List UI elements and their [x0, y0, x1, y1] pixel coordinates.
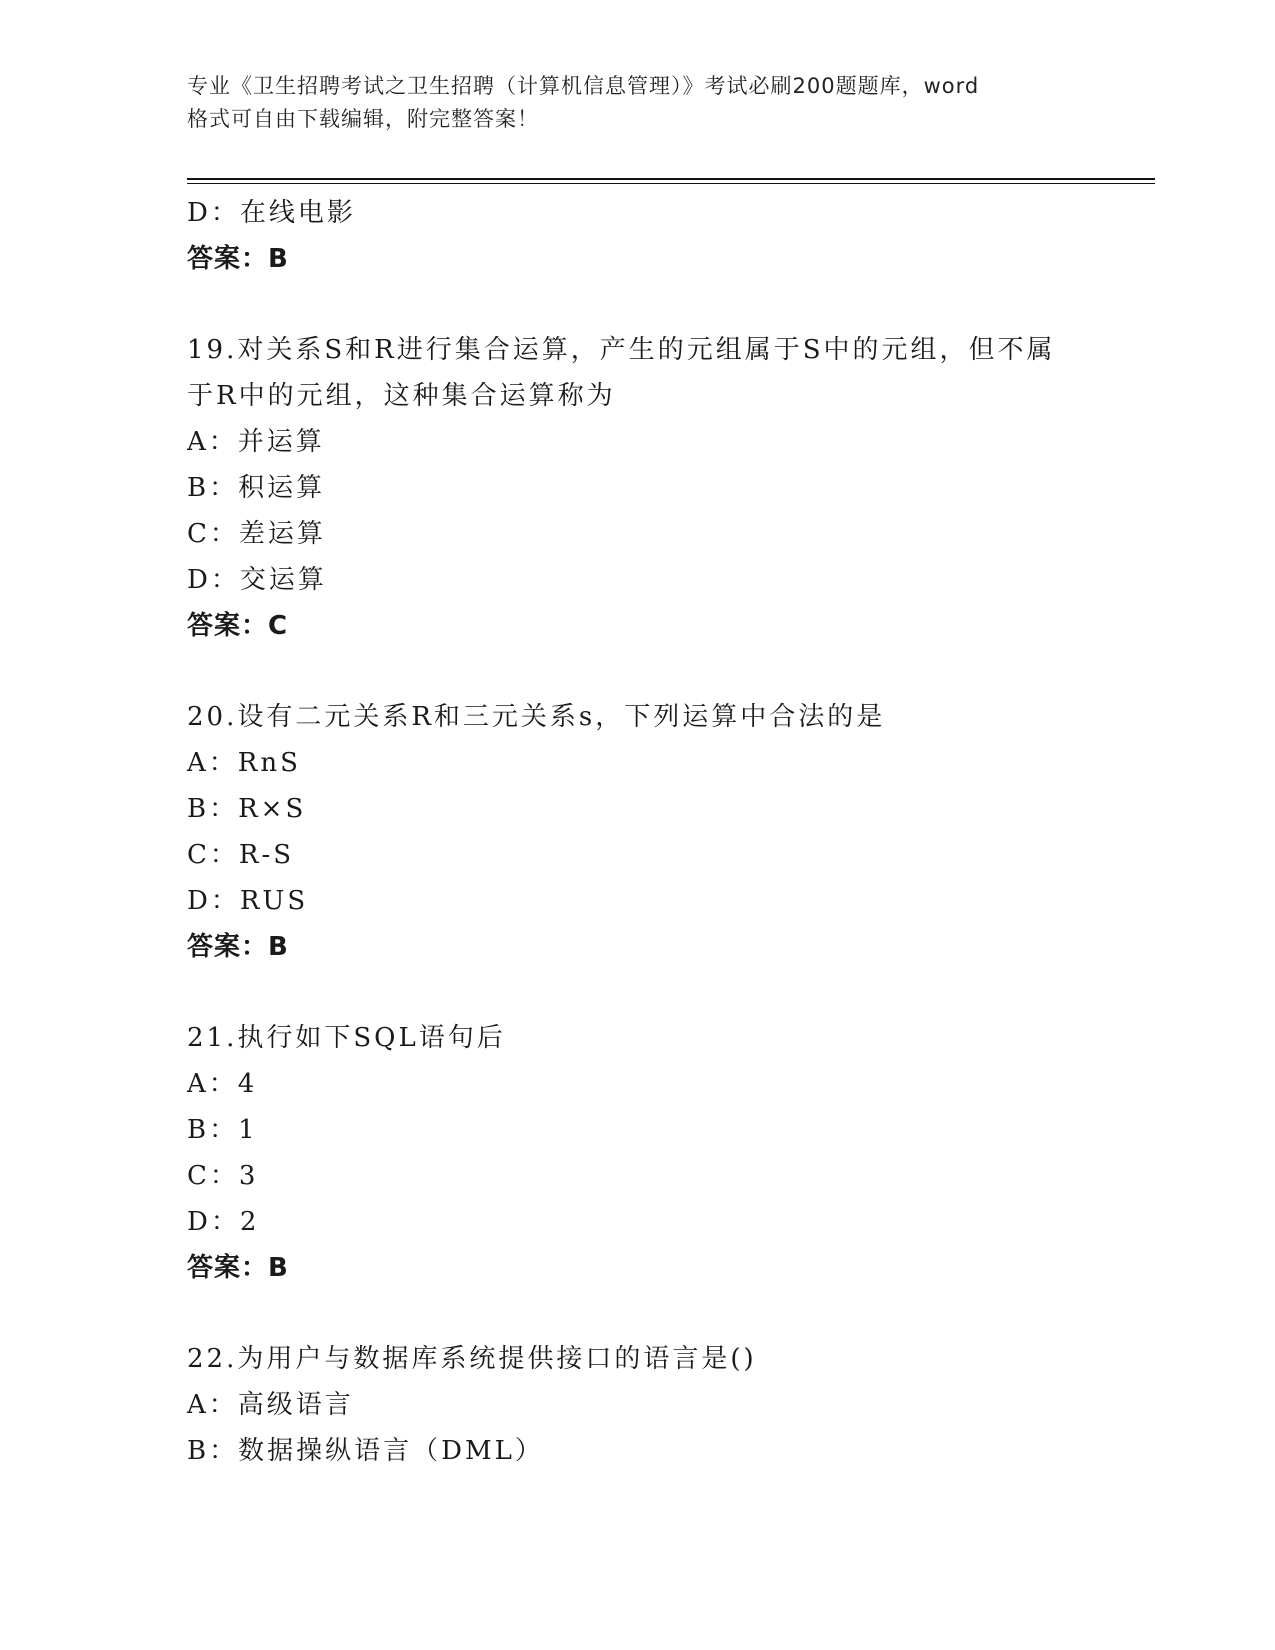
option-a: A：4 [187, 1069, 258, 1099]
option-a: A：RnS [187, 748, 301, 778]
question-stem-continued: 于R中的元组，这种集合运算称为 [187, 381, 616, 411]
question-21 [187, 1015, 1087, 1291]
question-stem: 19.对关系S和R进行集合运算，产生的元组属于S中的元组，但不属 [187, 335, 1056, 365]
question-stem: 20.设有二元关系R和三元关系s，下列运算中合法的是 [187, 702, 886, 732]
answer-line: 答案：B [187, 1253, 289, 1283]
answer-line: 答案：B [187, 932, 289, 962]
option-d: D：2 [187, 1207, 260, 1237]
option-a: A：高级语言 [187, 1390, 354, 1420]
question-20 [187, 694, 1087, 970]
question-stem: 21.执行如下SQL语句后 [187, 1023, 506, 1053]
header-line-1: 专业《卫生招聘考试之卫生招聘（计算机信息管理）》考试必刷200题题库，word [187, 74, 980, 98]
previous-question-tail [187, 190, 1087, 282]
option-b: B：1 [187, 1115, 258, 1145]
question-content [187, 190, 1087, 1474]
question-stem: 22.为用户与数据库系统提供接口的语言是() [187, 1344, 757, 1374]
option-d: D：交运算 [187, 565, 327, 595]
answer-line: 答案：B [187, 244, 289, 274]
answer-line: 答案：C [187, 611, 289, 641]
option-c: C：3 [187, 1161, 259, 1191]
option-c: C：R-S [187, 840, 295, 870]
option-a: A：并运算 [187, 427, 325, 457]
header-divider-thin [187, 183, 1155, 184]
option-b: B：R×S [187, 794, 307, 824]
option-d: D：RUS [187, 886, 309, 916]
option-b: B：积运算 [187, 473, 326, 503]
header-line-2: 格式可自由下载编辑，附完整答案！ [187, 107, 539, 131]
header-divider-thick [187, 178, 1155, 180]
option-d: D：在线电影 [187, 198, 356, 228]
question-22 [187, 1336, 1087, 1474]
document-header [187, 70, 1107, 136]
option-b: B：数据操纵语言（DML） [187, 1436, 544, 1466]
option-c: C：差运算 [187, 519, 326, 549]
question-19 [187, 327, 1087, 649]
